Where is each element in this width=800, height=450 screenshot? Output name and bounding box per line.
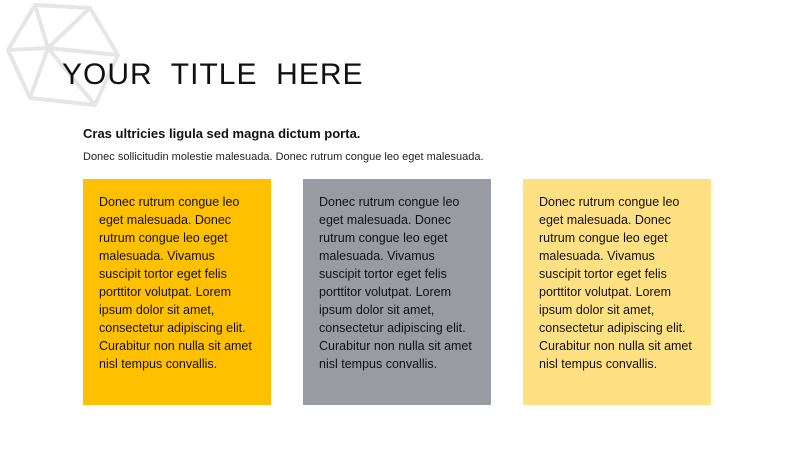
slide-body-text: Donec sollicitudin molestie malesuada. Donec rutrum congue leo eget malesuada.	[83, 151, 484, 163]
content-card-2	[303, 179, 491, 405]
card-2-text: Donec rutrum congue leo eget malesuada. Donec rutrum congue leo eget malesuada. Vivamus suscipit tortor eget felis porttitor volutpat. Lorem ipsum dolor sit amet, consectetur adipiscing elit. Curabitur non nulla sit amet nisl tempus convallis.	[319, 195, 472, 371]
card-1-text: Donec rutrum congue leo eget malesuada. Donec rutrum congue leo eget malesuada. Vivamus suscipit tortor eget felis porttitor volutpat. Lorem ipsum dolor sit amet, consectetur adipiscing elit. Curabitur non nulla sit amet nisl tempus convallis.	[99, 195, 252, 371]
card-3-text: Donec rutrum congue leo eget malesuada. Donec rutrum congue leo eget malesuada. Vivamus suscipit tortor eget felis porttitor volutpat. Lorem ipsum dolor sit amet, consectetur adipiscing elit. Curabitur non nulla sit amet nisl tempus convallis.	[539, 195, 692, 371]
slide-subtitle: Cras ultricies ligula sed magna dictum porta.	[83, 126, 361, 141]
slide-title: YOUR TITLE HERE	[62, 58, 364, 91]
geometric-polyhedron-icon	[0, 0, 140, 110]
content-card-3	[523, 179, 711, 405]
content-card-1	[83, 179, 271, 405]
